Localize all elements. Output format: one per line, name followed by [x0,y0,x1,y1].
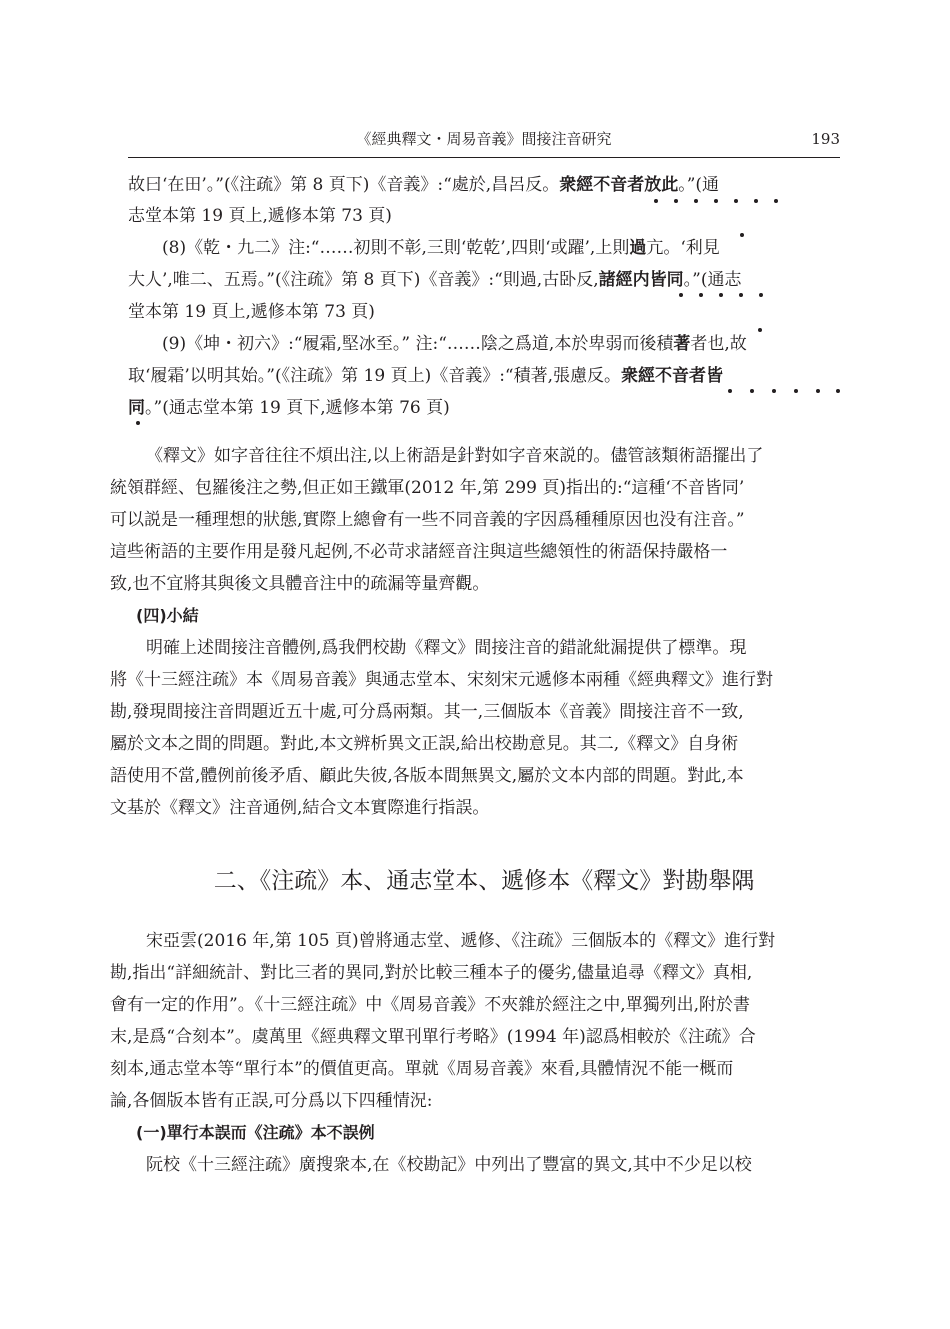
paragraph-1-line-5 [0,573,950,595]
paragraph-1-line-3 [0,509,950,531]
page-number: 193 [811,130,840,148]
subheading-text: (四)小結 [136,606,199,625]
emphasis-dot [694,199,698,203]
text-run: 亢。‘利見 [646,238,720,258]
emphasis-dot [679,293,683,297]
text-line: 宋亞雲(2016 年,第 105 頁)曾將通志堂、遞修、《注疏》三個版本的《釋文》進行對 [146,931,776,951]
emphasis-dot [754,199,758,203]
emphasis-dot [759,293,763,297]
paragraph-2-line-2 [0,669,950,691]
example-7-line-2 [0,205,950,227]
text-run: 故曰‘在田’。”(《注疏》第 8 頁下)《音義》:“處於,昌呂反。 [128,175,560,195]
emphasized-term: 同 [128,398,145,418]
text-line: 志堂本第 19 頁上,遞修本第 73 頁) [128,206,392,226]
text-line: 屬於文本之間的問題。對此,本文辨析異文正誤,給出校勘意見。其二,《釋文》自身術 [110,734,739,754]
text-run: 大人’,唯二、五焉。”(《注疏》第 8 頁下)《音義》:“則過,古卧反, [128,270,599,290]
paragraph-2-line-3 [0,701,950,723]
subheading-1 [0,1122,950,1144]
example-9-line-3 [0,397,950,419]
header-rule [128,157,840,158]
text-run: 者也,故 [690,334,747,354]
example-9-line-1 [0,333,950,355]
example-7-line-1 [0,174,950,196]
emphasis-dot [728,389,732,393]
emphasis-dot [774,199,778,203]
emphasis-dot [794,389,798,393]
paragraph-3-line-5 [0,1058,950,1080]
text-run: 取‘履霜’以明其始。”(《注疏》第 19 頁上)《音義》:“積著,張慮反。 [128,366,622,386]
paragraph-2-line-6 [0,797,950,819]
paragraph-2-line-1 [0,637,950,659]
running-title: 《經典釋文・周易音義》間接注音研究 [356,130,612,148]
emphasis-dot [719,293,723,297]
emphasis-dot [654,199,658,203]
emphasis-dot [734,199,738,203]
text-line: 統領群經、包羅後注之勢,但正如王鐵軍(2012 年,第 299 頁)指出的:“這種‘不音皆同’ [110,478,745,498]
emphasis-dot [836,389,840,393]
text-line: 文基於《釋文》注音通例,結合文本實際進行指誤。 [110,798,490,818]
text-line: 阮校《十三經注疏》廣搜衆本,在《校勘記》中列出了豐富的異文,其中不少足以校 [146,1155,752,1175]
text-line [128,397,950,419]
emphasis-dot [816,389,820,393]
subheading-text: (一)單行本誤而《注疏》本不誤例 [136,1123,375,1142]
paragraph-3-line-2 [0,962,950,984]
text-run: 。”(通 [678,175,720,195]
text-line: 語使用不當,體例前後矛盾、顧此失彼,各版本間無異文,屬於文本内部的問題。對此,本 [110,766,744,786]
text-line [128,365,950,387]
paragraph-3-line-4 [0,1026,950,1048]
text-line: 將《十三經注疏》本《周易音義》與通志堂本、宋刻宋元遞修本兩種《經典釋文》進行對 [110,670,773,690]
text-line [162,333,950,355]
text-line: 末,是爲“合刻本”。虞萬里《經典釋文單刊單行考略》(1994 年)認爲相較於《注疏》合 [110,1027,756,1047]
text-run: 。”(通志 [683,270,742,290]
paragraph-2-line-4 [0,733,950,755]
emphasis-dot [136,421,140,425]
emphasis-dot [772,389,776,393]
subheading-4 [0,605,950,627]
emphasis-dot [699,293,703,297]
text-line: 明確上述間接注音體例,爲我們校勘《釋文》間接注音的錯訛紕漏提供了標準。現 [146,638,747,658]
emphasized-term: 過 [629,238,647,258]
text-line: 勘,指出“詳細統計、對比三者的異同,對於比較三種本子的優劣,儘量追尋《釋文》真相, [110,963,753,983]
paragraph-1-line-4 [0,541,950,563]
text-line: 勘,發現間接注音問題近五十處,可分爲兩類。其一,三個版本《音義》間接注音不一致, [110,702,744,722]
text-line: 這些術語的主要作用是發凡起例,不必苛求諸經音注與這些總領性的術語保持嚴格一 [110,542,728,562]
example-8-line-1 [0,237,950,259]
paragraph-3-line-6 [0,1090,950,1112]
emphasis-dot [758,328,762,332]
example-8-line-2 [0,269,950,291]
example-9-line-2 [0,365,950,387]
text-line: 可以説是一種理想的狀態,實際上總會有一些不同音義的字因爲種種原因也没有注音。” [110,510,745,530]
text-line [128,269,950,291]
emphasis-dot [714,199,718,203]
text-line: 堂本第 19 頁上,遞修本第 73 頁) [128,302,375,322]
text-run: (9)《坤・初六》:“履霜,堅冰至。” 注:“……陰之爲道,本於卑弱而後積 [162,334,674,354]
text-line: 《釋文》如字音往往不煩出注,以上術語是針對如字音來説的。儘管該類術語擺出了 [146,446,764,466]
text-line: 刻本,通志堂本等“單行本”的價值更高。單就《周易音義》來看,具體情況不能一概而 [110,1059,734,1079]
text-run: 。”(通志堂本第 19 頁下,遞修本第 76 頁) [145,398,450,418]
paragraph-1-line-1 [0,445,950,467]
example-8-line-3 [0,301,950,323]
text-line: 會有一定的作用”。《十三經注疏》中《周易音義》不夾雜於經注之中,單獨列出,附於書 [110,995,750,1015]
paragraph-4-line-1 [0,1154,950,1176]
text-run: (8)《乾・九二》注:“……初則不彰,三則‘乾乾’,四則‘或躍’,上則 [162,238,630,258]
text-line [128,174,840,196]
emphasis-dot [739,293,743,297]
running-head [128,124,840,154]
text-line: 論,各個版本皆有正誤,可分爲以下四種情況: [110,1091,433,1111]
emphasis-dot [750,389,754,393]
emphasized-term: 衆經不音者皆 [621,366,724,386]
emphasized-term: 著 [673,334,691,354]
text-line [162,237,950,259]
paragraph-1-line-2 [0,477,950,499]
emphasized-term: 衆經不音者放此 [559,175,679,195]
paragraph-3-line-1 [0,930,950,952]
section-title: 二、《注疏》本、通志堂本、遞修本《釋文》對勘舉隅 [213,868,755,894]
paragraph-3-line-3 [0,994,950,1016]
emphasis-dot [674,199,678,203]
emphasized-term: 諸經内皆同 [598,270,684,290]
paragraph-2-line-5 [0,765,950,787]
text-line: 致,也不宜將其與後文具體音注中的疏漏等量齊觀。 [110,574,490,594]
